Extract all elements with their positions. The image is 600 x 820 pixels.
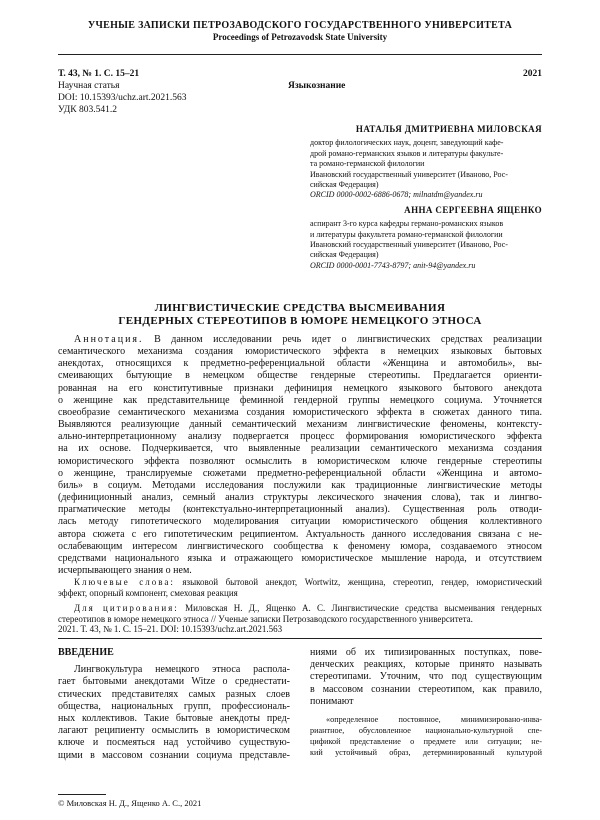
abstract-label: Аннотация. bbox=[74, 334, 144, 345]
copyright: © Миловская Н. Д., Ященко А. С., 2021 bbox=[58, 798, 202, 808]
intro-left-column bbox=[58, 647, 290, 762]
journal-title-ru: УЧЕНЫЕ ЗАПИСКИ ПЕТРОЗАВОДСКОГО ГОСУДАРСТВЕННОГО УНИВЕРСИТЕТА bbox=[87, 20, 513, 31]
volume-info: Т. 43, № 1. С. 15–21 bbox=[58, 69, 140, 79]
abstract-line: своеобразие семантического механизма создания юмористического эффекта в сюжетах данного типа. bbox=[58, 406, 542, 418]
header-rule bbox=[58, 54, 542, 55]
author-orcid[interactable]: ORCID 0000-0002-6886-0678; milnatdm@yandex.ru bbox=[310, 190, 483, 200]
abstract-line: ально-интерпретационному анализу подвергается процесс формирования юмористического эффекта bbox=[58, 431, 542, 443]
abstract-line: прагматические методы (контекстуально-интерпретационный анализ). Существенная роль отводи- bbox=[58, 504, 542, 516]
citation-label: Для цитирования: bbox=[74, 603, 179, 613]
citation-text: Миловская Н. Д., Ященко А. С. Лингвистические средства высмеивания гендерных bbox=[185, 603, 542, 613]
author-affiliation-line: доктор филологических наук, доцент, заведующий кафе- bbox=[310, 138, 504, 148]
author-affiliation-line: Ивановский государственный университет (Иваново, Рос- bbox=[310, 240, 508, 250]
author-affiliation-line: дрой романо-германских языков и литературы факульте- bbox=[310, 148, 504, 158]
author-orcid[interactable]: ORCID 0000-0001-7743-8797; anit-94@yandex.ru bbox=[310, 260, 476, 270]
abstract-line: о женщине как представительнице феминной гендерной группы немецкого социума. Уточняется bbox=[58, 394, 542, 406]
citation-text: стереотипов в юморе немецкого этноса // Ученые записки Петрозаводского государственного университета. bbox=[58, 613, 473, 624]
author-affiliation-line: аспирант 3-го курса кафедры германо-романских языков bbox=[310, 219, 504, 229]
citation bbox=[58, 603, 542, 635]
quote-line: цификой представление о предмете или ситуации; не- bbox=[310, 737, 542, 747]
body-line: стереотипами. Уточним, что под существующим bbox=[310, 671, 542, 683]
keywords-text: языковой бытовой анекдот, Wortwitz, женщина, стереотип, гендер, юмористический bbox=[182, 577, 542, 587]
abstract-line: исчерпывающего знания о нем. bbox=[58, 564, 192, 576]
abstract-line: лась методу гипотетического моделирования ситуации юмористического общения коллективного bbox=[58, 516, 542, 528]
body-line: Лингвокультура немецкого этноса распола- bbox=[74, 664, 290, 676]
abstract bbox=[58, 334, 542, 577]
doi[interactable]: DOI: 10.15393/uchz.art.2021.563 bbox=[58, 93, 187, 103]
keywords-text: эффект, опорный компонент, смеховая реакция bbox=[58, 587, 238, 598]
abstract-line: Аннотация. В данном исследовании речь идет о лингвистических средствах реализации bbox=[74, 334, 542, 345]
abstract-line: анекдотах, относящихся к предметно-референциальной области «Женщина и автомобиль», вы- bbox=[58, 358, 542, 370]
quote-line: риантное, обусловленное национально-культурной спе- bbox=[310, 726, 542, 736]
abstract-line: на их основе. Подчеркивается, что выявленные реализации семантического механизма создания bbox=[58, 443, 542, 455]
body-line: понимают bbox=[310, 695, 354, 707]
footnote-rule bbox=[58, 794, 106, 795]
body-line: денческих реакциях, которые принято называть bbox=[310, 659, 542, 671]
abstract-line: рованная на его конститутивные признаки дефиниция немецкого языкового бытового анекдота bbox=[58, 382, 542, 394]
udk: УДК 803.541.2 bbox=[58, 105, 117, 115]
author-affiliation-line: Ивановский государственный университет (Иваново, Рос- bbox=[310, 169, 508, 179]
intro-right-column bbox=[310, 647, 542, 758]
citation-text: 2021. Т. 43, № 1. С. 15–21. DOI: 10.15393/uchz.art.2021.563 bbox=[58, 624, 283, 634]
blockquote bbox=[310, 714, 542, 758]
year: 2021 bbox=[523, 69, 542, 79]
body-line: в массовом сознании стереотипом, как правило, bbox=[310, 683, 542, 695]
journal-header bbox=[0, 20, 600, 42]
keywords-label: Ключевые слова: bbox=[74, 577, 175, 587]
abstract-line: смеивающих бытующие в немецком обществе гендерные стереотипы. Предлагается ориенти- bbox=[58, 370, 542, 382]
abstract-line: автора сюжета с его гипотетическим реципиентом. Актуальность данного исследования связана с не- bbox=[58, 528, 542, 540]
author-name: АННА СЕРГЕЕВНА ЯЩЕНКО bbox=[404, 204, 542, 215]
author-1 bbox=[310, 124, 542, 201]
author-name: НАТАЛЬЯ ДМИТРИЕВНА МИЛОВСКАЯ bbox=[355, 124, 542, 134]
body-line: ключе и посмеяться над устойчиво существую- bbox=[58, 737, 290, 749]
article-type: Научная статья bbox=[58, 81, 120, 91]
article-title bbox=[58, 302, 542, 327]
article-meta bbox=[58, 68, 542, 116]
abstract-line: (дефиниционный анализ, семный анализ структуры лексического значения слова), так и лингво- bbox=[58, 492, 542, 504]
section-name: Языкознание bbox=[288, 81, 346, 91]
body-line: общества, национальных групп, профессиональ- bbox=[58, 700, 290, 712]
abstract-line: ослабевающим интересом лингвистического сообщества к феномену юмора, создаваемого этносом bbox=[58, 540, 542, 552]
section-rule bbox=[58, 638, 542, 639]
author-2 bbox=[310, 205, 542, 271]
author-affiliation-line: сийская Федерация) bbox=[310, 250, 379, 260]
body-line: ных коллективов. Такие бытовые анекдоты пред- bbox=[58, 713, 290, 725]
body-line: лагают реципиенту осмыслить в юмористическом bbox=[58, 725, 290, 737]
intro-heading: ВВЕДЕНИЕ bbox=[58, 647, 114, 658]
abstract-line: юмористического эффекта позволяют осмыслить в юмористическом ключе гендерные стереотипы bbox=[58, 455, 542, 467]
body-line: гает бытовыми анекдотами Witze о среднестати- bbox=[58, 676, 290, 688]
quote-line: кий устойчивый образ, детерминированный культурой bbox=[310, 748, 542, 758]
abstract-line: Выявляются реализующие данный семантический механизм лингвистические феномены, контексту- bbox=[58, 419, 542, 431]
abstract-line: средствами национального языка и отражающего юмористическое мышление народа, и отсутствием bbox=[58, 552, 542, 564]
title-line: ЛИНГВИСТИЧЕСКИЕ СРЕДСТВА ВЫСМЕИВАНИЯ bbox=[154, 302, 446, 314]
quote-line: «определенное постоянное, минимизировано-инва- bbox=[326, 715, 542, 725]
keywords bbox=[58, 577, 542, 598]
journal-title-en: Proceedings of Petrozavodsk State University bbox=[212, 32, 388, 42]
body-line: ниями об их типизированных поступках, пове- bbox=[310, 647, 542, 658]
title-line: ГЕНДЕРНЫХ СТЕРЕОТИПОВ В ЮМОРЕ НЕМЕЦКОГО ЭТНОСА bbox=[118, 314, 482, 327]
author-affiliation-line: сийская Федерация) bbox=[310, 180, 379, 190]
authors-block bbox=[310, 124, 542, 271]
author-affiliation-line: и литературы факультета романо-германской филологии bbox=[310, 229, 503, 239]
body-line: щими в массовом сознании социума представле- bbox=[58, 749, 290, 761]
abstract-line: биль» в социум. Методами исследования послужили как традиционные лингвистические методы bbox=[58, 479, 542, 491]
body-line: стических представителях самых разных слоев bbox=[58, 688, 290, 700]
abstract-line: семантического механизма создания юмористического эффекта в немецких языковых бытовых bbox=[58, 346, 542, 358]
author-affiliation-line: та романо-германской филологии bbox=[310, 159, 425, 169]
abstract-line: о женщине, транслируемые сюжетами предметно-референциальной области «Женщина и автомо- bbox=[58, 467, 542, 479]
